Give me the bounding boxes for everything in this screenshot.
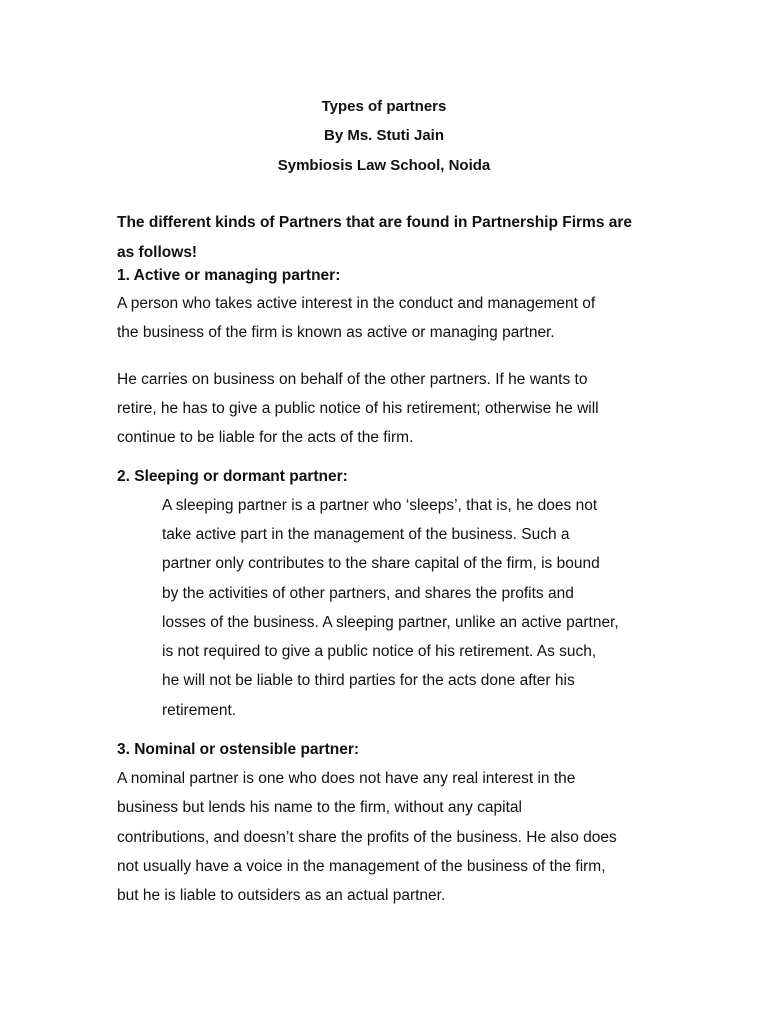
paragraph-line: not usually have a voice in the management of the business of the firm, [117, 858, 606, 875]
paragraph-line: he will not be liable to third parties for the acts done after his [162, 672, 575, 689]
paragraph-line: retirement. [162, 702, 237, 719]
section-heading-nominal-partner: 3. Nominal or ostensible partner: [117, 741, 360, 758]
paragraph-line: business but lends his name to the firm, without any capital [117, 799, 522, 816]
paragraph-line: A person who takes active interest in the conduct and management of [117, 295, 596, 312]
paragraph-line: but he is liable to outsiders as an actual partner. [117, 887, 446, 904]
document-title: Types of partners [321, 98, 447, 115]
section-heading-active-partner: 1. Active or managing partner: [117, 267, 341, 284]
intro-line-2: as follows! [117, 244, 198, 261]
paragraph-line: contributions, and doesn’t share the profits of the business. He also does [117, 829, 617, 846]
paragraph-line: A nominal partner is one who does not have any real interest in the [117, 770, 576, 787]
paragraph-line: losses of the business. A sleeping partner, unlike an active partner, [162, 614, 619, 631]
paragraph-line: continue to be liable for the acts of the firm. [117, 429, 414, 446]
paragraph-line: take active part in the management of the business. Such a [162, 526, 570, 543]
paragraph-line: partner only contributes to the share capital of the firm, is bound [162, 555, 600, 572]
intro-line-1: The different kinds of Partners that are found in Partnership Firms are [117, 214, 633, 231]
section-heading-sleeping-partner: 2. Sleeping or dormant partner: [117, 468, 348, 485]
paragraph-line: the business of the firm is known as active or managing partner. [117, 324, 555, 341]
paragraph-line: retire, he has to give a public notice of his retirement; otherwise he will [117, 400, 599, 417]
paragraph-line: A sleeping partner is a partner who ‘sleeps’, that is, he does not [162, 497, 598, 514]
document-author: By Ms. Stuti Jain [323, 127, 445, 144]
paragraph-line: He carries on business on behalf of the other partners. If he wants to [117, 371, 588, 388]
document-institution: Symbiosis Law School, Noida [277, 157, 491, 174]
paragraph-line: by the activities of other partners, and shares the profits and [162, 585, 574, 602]
paragraph-line: is not required to give a public notice of his retirement. As such, [162, 643, 597, 660]
